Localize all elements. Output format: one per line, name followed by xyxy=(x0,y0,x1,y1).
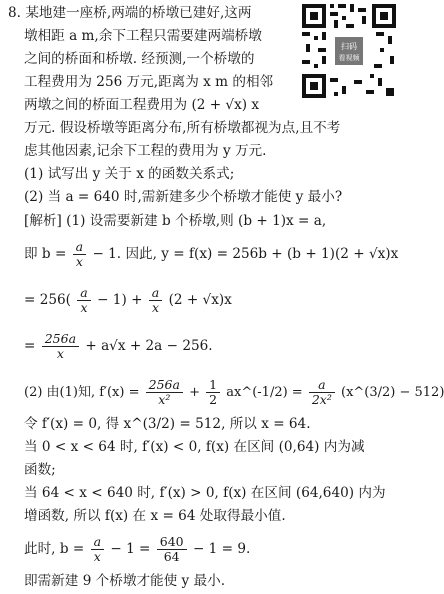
solution-line-2: 即 b = $\frac{a}{x}$ − 1. 因此, y = f(x) = 256b + (b + 1)(2 + √x)x xyxy=(24,239,399,269)
problem-question-1: (1) 试写出 y 关于 x 的函数关系式; xyxy=(24,166,235,182)
solution-line-1: [解析] (1) 设需要新建 b 个桥墩,则 (b + 1)x = a, xyxy=(24,213,327,229)
fraction-one-half: $\frac{1}{2}$ xyxy=(206,378,220,407)
problem-number: 8. xyxy=(8,5,21,21)
problem-line-3: 之间的桥面和桥墩. 经预测,一个桥墩的 xyxy=(24,51,255,67)
fraction-a-over-2x2: $\frac{a}{\text{2x²}}$ xyxy=(309,378,335,407)
problem-line-7: 虑其他因素,记余下工程的费用为 y 万元. xyxy=(24,143,267,159)
fraction-256a-over-x: $\frac{256a}{x}$ xyxy=(42,332,79,361)
problem-line-4: 工程费用为 256 万元,距离为 x m 的相邻 xyxy=(24,74,274,90)
problem-question-2: (2) 当 a = 640 时,需新建多少个桥墩才能使 y 最小? xyxy=(24,189,343,205)
problem-line-5: 两墩之间的桥面工程费用为 (2 + √x) x xyxy=(24,97,260,113)
solution-line-6: 令 f′(x) = 0, 得 x^(3/2) = 512, 所以 x = 64. xyxy=(24,416,311,432)
fraction-640-over-64: $\frac{640}{64}$ xyxy=(157,535,187,564)
fraction-a-over-x-2: $\frac{a}{x}$ xyxy=(77,286,90,315)
solution-tag: 解析 xyxy=(29,213,57,229)
solution-line-5: (2) 由(1)知, f′(x) = $\frac{256a}{\text{x²}}$ + $\frac{1}{2}$ ax^(-1/2) = $\frac{a}{\text{2x²}}$ (x^(3/2) − 512) xyxy=(24,377,444,407)
solution-line-4: = $\frac{256a}{x}$ + a√x + 2a − 256. xyxy=(24,331,213,361)
fraction-a-over-x: $\frac{a}{x}$ xyxy=(73,240,86,269)
qr-logo-text-2: 看视频 xyxy=(338,54,360,62)
solution-p1: (1) 设需要新建 b 个桥墩,则 (b + 1)x = a, xyxy=(66,213,327,229)
solution-line-3: = 256( $\frac{a}{x}$ − 1) + $\frac{a}{x}$ (2 + √x)x xyxy=(24,285,232,315)
problem-line-2: 墩相距 a m,余下工程只需要建两端桥墩 xyxy=(24,28,262,44)
solution-line-9: 此时, b = $\frac{a}{x}$ − 1 = $\frac{640}{64}$ − 1 = 9. xyxy=(24,534,251,564)
solution-line-8a: 当 64 < x < 640 时, f′(x) > 0, f(x) 在区间 (64,640) 内为 xyxy=(24,485,386,501)
fraction-a-over-x-3: $\frac{a}{x}$ xyxy=(149,286,162,315)
solution-line-10: 即需新建 9 个桥墩才能使 y 最小. xyxy=(24,573,226,589)
problem-line-6: 万元. 假设桥墩等距离分布,所有桥墩都视为点,且不考 xyxy=(24,120,341,136)
solution-line-8b: 增函数, 所以 f(x) 在 x = 64 处取得最小值. xyxy=(24,508,286,524)
qr-code[interactable] xyxy=(300,2,398,100)
qr-logo-text: 扫码 xyxy=(341,42,357,51)
fraction-256a-over-x2: $\frac{256a}{\text{x²}}$ xyxy=(146,378,183,407)
qr-code-icon xyxy=(300,2,398,100)
problem-line-1 xyxy=(8,4,251,22)
solution-line-7a: 当 0 < x < 64 时, f′(x) < 0, f(x) 在区间 (0,64) 内为减 xyxy=(24,439,365,455)
fraction-a-over-x-4: $\frac{a}{x}$ xyxy=(91,535,104,564)
solution-line-7b: 函数; xyxy=(24,462,56,478)
problem-text: 某地建一座桥,两端的桥墩已建好,这两 xyxy=(25,5,252,21)
